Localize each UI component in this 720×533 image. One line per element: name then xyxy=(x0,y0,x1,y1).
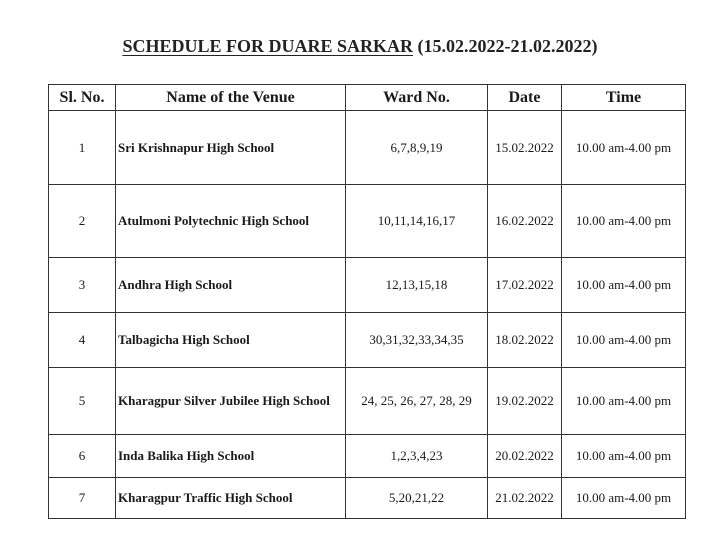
cell-venue: Kharagpur Silver Jubilee High School xyxy=(116,368,346,435)
cell-sl-no: 4 xyxy=(49,313,116,368)
cell-date: 18.02.2022 xyxy=(488,313,562,368)
cell-date: 20.02.2022 xyxy=(488,435,562,478)
cell-venue: Talbagicha High School xyxy=(116,313,346,368)
table-row xyxy=(49,185,686,258)
cell-venue: Kharagpur Traffic High School xyxy=(116,478,346,519)
cell-time: 10.00 am-4.00 pm xyxy=(562,435,686,478)
cell-sl-no: 6 xyxy=(49,435,116,478)
cell-ward: 30,31,32,33,34,35 xyxy=(346,313,488,368)
cell-date: 16.02.2022 xyxy=(488,185,562,258)
header-ward: Ward No. xyxy=(346,85,488,111)
table-header-row xyxy=(49,85,686,111)
table-row xyxy=(49,313,686,368)
header-date: Date xyxy=(488,85,562,111)
cell-sl-no: 2 xyxy=(49,185,116,258)
cell-ward: 24, 25, 26, 27, 28, 29 xyxy=(346,368,488,435)
cell-time: 10.00 am-4.00 pm xyxy=(562,368,686,435)
cell-time: 10.00 am-4.00 pm xyxy=(562,185,686,258)
cell-ward: 6,7,8,9,19 xyxy=(346,111,488,185)
cell-time: 10.00 am-4.00 pm xyxy=(562,313,686,368)
cell-sl-no: 7 xyxy=(49,478,116,519)
header-sl-no: Sl. No. xyxy=(49,85,116,111)
table-row xyxy=(49,258,686,313)
cell-ward: 1,2,3,4,23 xyxy=(346,435,488,478)
cell-date: 19.02.2022 xyxy=(488,368,562,435)
cell-date: 17.02.2022 xyxy=(488,258,562,313)
table-row xyxy=(49,111,686,185)
cell-venue: Sri Krishnapur High School xyxy=(116,111,346,185)
cell-sl-no: 5 xyxy=(49,368,116,435)
cell-ward: 10,11,14,16,17 xyxy=(346,185,488,258)
cell-date: 21.02.2022 xyxy=(488,478,562,519)
table-row xyxy=(49,368,686,435)
cell-venue: Andhra High School xyxy=(116,258,346,313)
cell-date: 15.02.2022 xyxy=(488,111,562,185)
schedule-table xyxy=(48,84,686,519)
cell-venue: Atulmoni Polytechnic High School xyxy=(116,185,346,258)
title-main: SCHEDULE FOR DUARE SARKAR xyxy=(122,36,414,56)
cell-time: 10.00 am-4.00 pm xyxy=(562,258,686,313)
cell-time: 10.00 am-4.00 pm xyxy=(562,478,686,519)
cell-time: 10.00 am-4.00 pm xyxy=(562,111,686,185)
cell-ward: 5,20,21,22 xyxy=(346,478,488,519)
header-venue: Name of the Venue xyxy=(116,85,346,111)
cell-sl-no: 3 xyxy=(49,258,116,313)
document-title xyxy=(0,36,720,57)
cell-venue: Inda Balika High School xyxy=(116,435,346,478)
table-row xyxy=(49,478,686,519)
table-row xyxy=(49,435,686,478)
title-dates: (15.02.2022-21.02.2022) xyxy=(417,36,598,56)
cell-sl-no: 1 xyxy=(49,111,116,185)
header-time: Time xyxy=(562,85,686,111)
cell-ward: 12,13,15,18 xyxy=(346,258,488,313)
